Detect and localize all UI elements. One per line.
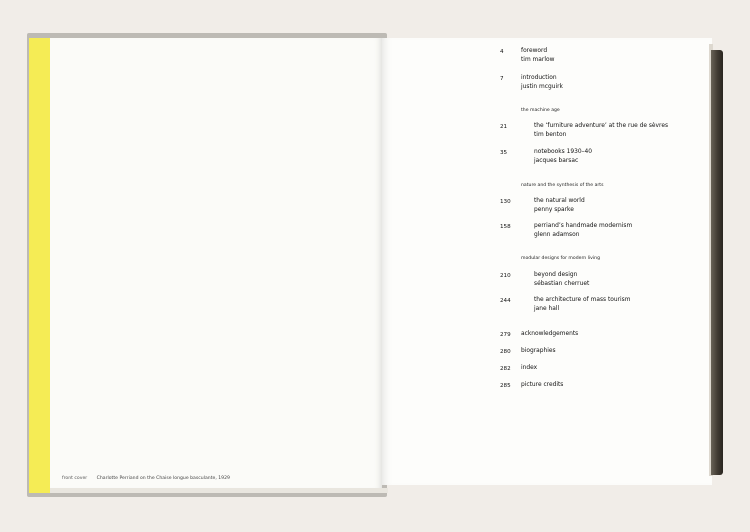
- toc-entry-author: tim benton: [534, 132, 567, 139]
- toc-page-number: 7: [500, 76, 504, 82]
- caption-text: Charlotte Perriand on the Chaise longue basculante, 1929: [96, 476, 230, 481]
- toc-entry-author: penny sparke: [534, 207, 574, 214]
- toc-entry-author: tim marlow: [521, 57, 555, 64]
- toc-page-number: 35: [500, 150, 508, 156]
- toc-entry-title: the ‘furniture adventure’ at the rue de sèvres: [534, 123, 669, 129]
- toc-entry-author: glenn adamson: [534, 232, 580, 239]
- toc-entry: [534, 271, 589, 289]
- toc-entry-title: introduction: [521, 75, 557, 81]
- toc-entry-title: notebooks 1930–40: [534, 149, 593, 155]
- toc-page-number: 158: [500, 224, 511, 230]
- toc-entry: [534, 148, 592, 166]
- toc-section-heading: the machine age: [521, 108, 560, 113]
- toc-page-number: 279: [500, 332, 511, 338]
- toc-section-heading: modular designs for modern living: [521, 256, 601, 261]
- toc-entry: [534, 222, 632, 240]
- toc-section-heading: nature and the synthesis of the arts: [521, 183, 604, 188]
- toc-page-number: 4: [500, 49, 504, 55]
- toc-entry: [521, 74, 563, 92]
- toc-entry: [521, 47, 554, 65]
- toc-page-number: 244: [500, 298, 511, 304]
- toc-page-number: 210: [500, 273, 511, 279]
- toc-page-number: 21: [500, 124, 508, 130]
- toc-entry-title: the natural world: [534, 198, 585, 204]
- toc-entry-title: acknowledgements: [521, 331, 579, 337]
- toc-entry-author: jane hall: [534, 306, 560, 313]
- toc-page-number: 130: [500, 199, 511, 205]
- toc-entry-title: the architecture of mass tourism: [534, 297, 631, 303]
- toc-entry-author: sébastian cherruet: [534, 281, 590, 288]
- toc-entry: [534, 296, 630, 314]
- toc-entry-author: jacques barsac: [534, 158, 579, 165]
- toc-entry-title: foreword: [521, 48, 548, 54]
- toc-entry-title: index: [521, 365, 538, 371]
- toc-entry-author: justin mcguirk: [521, 84, 563, 91]
- toc-entry-title: picture credits: [521, 382, 564, 388]
- toc-entry: [534, 197, 585, 215]
- toc-entry: [534, 122, 668, 140]
- toc-entry-title: biographies: [521, 348, 556, 354]
- toc-entry-title: beyond design: [534, 272, 578, 278]
- toc-entry-title: perriand’s handmade modernism: [534, 223, 633, 229]
- toc-page-number: 280: [500, 349, 511, 355]
- toc-page-number: 282: [500, 366, 511, 372]
- caption-label: front cover: [62, 476, 88, 481]
- toc-page-number: 285: [500, 383, 511, 389]
